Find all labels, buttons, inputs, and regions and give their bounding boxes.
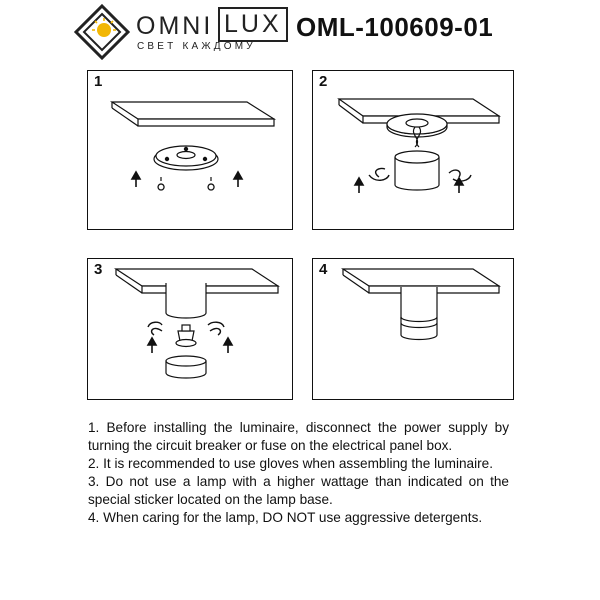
step-1-illustration — [88, 71, 292, 229]
screw-icon — [158, 177, 164, 190]
brand-tagline: СВЕТ КАЖДОМУ — [137, 41, 256, 52]
rotate-arrow-icon — [449, 170, 460, 177]
instructions-list — [88, 419, 509, 527]
rotate-arrow-icon — [210, 328, 220, 335]
logo-mark-icon — [74, 4, 130, 60]
step-number: 2 — [319, 73, 328, 90]
instruction-item: 4. When caring for the lamp, DO NOT use aggressive detergents. — [88, 510, 483, 525]
step-2-panel — [312, 70, 514, 230]
ceiling-panel-edge — [138, 119, 274, 126]
ceiling-panel — [343, 269, 499, 286]
ceiling-panel — [112, 102, 274, 119]
step-3-panel — [87, 258, 293, 400]
model-number: OML-100609-01 — [296, 12, 494, 42]
instruction-item: 2. It is recommended to use gloves when assembling the luminaire. — [88, 456, 493, 471]
rotate-arrow-icon — [376, 168, 385, 177]
screw-icon — [208, 177, 214, 190]
step-4-illustration — [313, 259, 513, 399]
step-2-illustration — [313, 71, 513, 229]
brand-name-omni: OMNI — [136, 12, 214, 40]
instruction-item: 1. Before installing the luminaire, disconnect the power supply by turning the circuit breaker or fuse on the electrical panel box. — [88, 420, 509, 453]
assembled-lamp — [401, 287, 437, 340]
step-3-illustration — [88, 259, 292, 399]
brand-name-lux: LUX — [218, 7, 288, 42]
step-number: 3 — [94, 261, 103, 278]
step-number: 4 — [319, 261, 328, 278]
header — [0, 0, 600, 60]
step-1-panel — [87, 70, 293, 230]
rotate-arrow-icon — [152, 328, 162, 335]
step-number: 1 — [94, 73, 103, 90]
instruction-item: 3. Do not use a lamp with a higher wattage than indicated on the special sticker located on the lamp base. — [88, 474, 509, 507]
step-4-panel — [312, 258, 514, 400]
lamp-body — [166, 283, 206, 318]
